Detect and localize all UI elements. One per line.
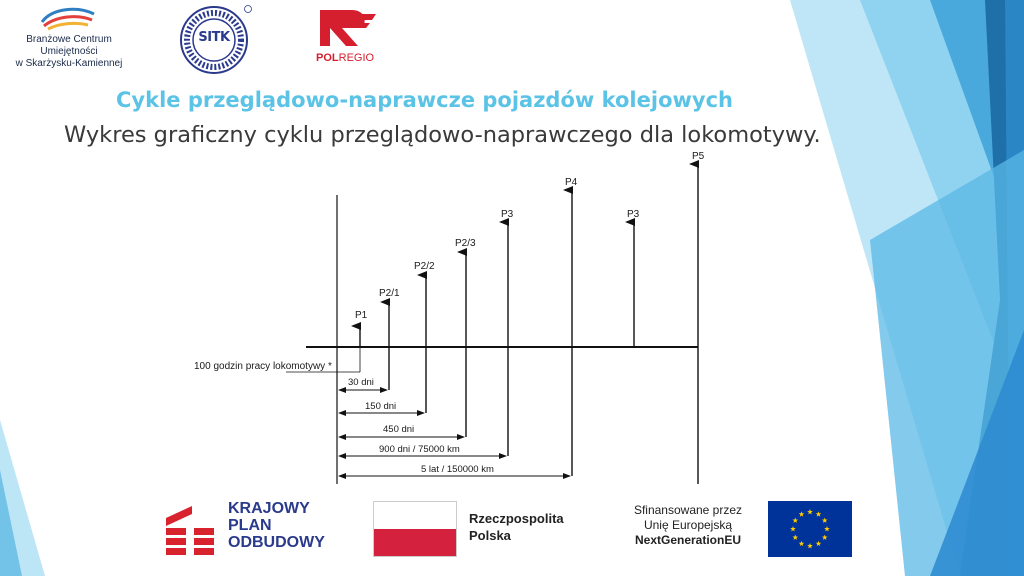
slide-subtitle: Wykres graficzny cyklu przeglądowo-naprawczego dla lokomotywy. — [64, 122, 821, 148]
polish-flag — [373, 501, 457, 557]
base-label: 100 godzin pracy lokomotywy * — [194, 361, 332, 372]
kpo-line: KRAJOWY — [228, 500, 310, 517]
arrow-p1 — [355, 310, 368, 347]
kpo-logo-text — [228, 500, 325, 551]
interval-30-days — [339, 377, 387, 390]
school-name-line: w Skarżysku-Kamiennej — [15, 58, 123, 69]
arrow-label: P3 — [501, 209, 514, 220]
interval-label: 30 dni — [348, 377, 374, 388]
arrow-p2-3 — [455, 238, 476, 437]
polregio-text-pol: POL — [316, 52, 339, 64]
interval-label: 150 dni — [365, 401, 397, 412]
eu-line: Unię Europejską — [643, 518, 733, 532]
interval-450-days — [339, 424, 464, 437]
interval-150-days — [339, 401, 424, 413]
arrow-p3-second — [627, 209, 640, 347]
kpo-line: ODBUDOWY — [228, 534, 325, 551]
arrow-p4 — [565, 177, 578, 476]
arrow-p2-2 — [414, 261, 435, 413]
arrow-label: P2/1 — [379, 288, 400, 299]
arrow-label: P5 — [692, 151, 705, 162]
eu-flag-icon — [768, 501, 852, 557]
polregio-text-regio: REGIO — [338, 52, 375, 64]
arrow-p3-first — [501, 209, 514, 456]
arrow-label: P4 — [565, 177, 578, 188]
rp-line: Rzeczpospolita — [469, 511, 564, 526]
eu-funding-text — [614, 503, 762, 548]
arrow-label: P2/2 — [414, 261, 435, 272]
arrow-p5 — [692, 151, 705, 496]
eu-line: Sfinansowane przez — [633, 503, 743, 517]
arrow-p2-1 — [379, 288, 400, 390]
school-name-line: Umiejętności — [40, 46, 98, 57]
arrow-label: P1 — [355, 310, 368, 321]
funding-footer — [162, 484, 870, 576]
rp-logo-text — [469, 510, 564, 544]
school-name-line: Branżowe Centrum — [26, 34, 112, 45]
interval-5-years — [339, 464, 570, 476]
sitk-text: SITK — [198, 30, 230, 45]
arrow-label: P3 — [627, 209, 640, 220]
kpo-line: PLAN — [228, 517, 272, 534]
interval-label: 5 lat / 150000 km — [421, 464, 494, 475]
rp-line: Polska — [469, 528, 511, 543]
eu-line: NextGenerationEU — [634, 533, 742, 547]
slide-title: Cykle przeglądowo-naprawcze pojazdów kolejowych — [116, 88, 733, 112]
interval-900-days — [339, 444, 506, 456]
kpo-logo-icon — [166, 504, 218, 562]
interval-label: 450 dni — [383, 424, 415, 435]
interval-label: 900 dni / 75000 km — [379, 444, 460, 455]
arrow-label: P2/3 — [455, 238, 476, 249]
